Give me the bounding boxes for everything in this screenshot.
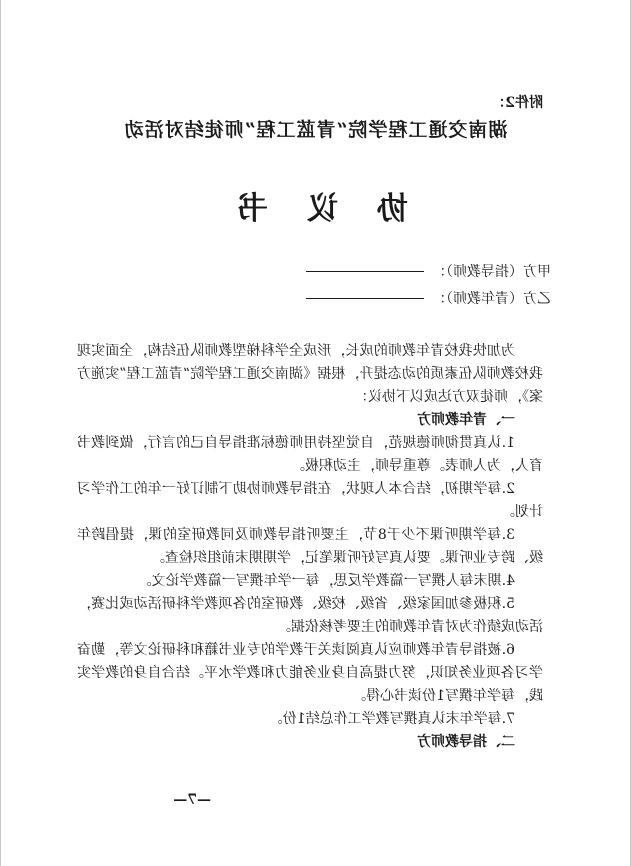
clause-paragraph: 6.被指导青年教师应认真阅读关于教学的专业书籍和科研论文等，勤奋学习各项业务知识，努力提高自身业务能力和教学水平。结合自身的教学实践，每学年撰写1份读书心得。 — [77, 642, 543, 704]
party-b-line — [306, 288, 551, 308]
clause-paragraph: 2.每学期初，结合本人现状，在指导教师协助下制订好一年的工作学习计划。 — [77, 481, 543, 520]
clause-paragraph: 7.每学年末认真撰写教学工作总结1份。 — [268, 711, 515, 727]
section-heading-young-teacher: 一、青年教师方 — [417, 412, 515, 428]
agreement-heading: 协 议 书 — [223, 191, 408, 227]
party-a-label: 甲方（指导教师）： — [432, 264, 551, 280]
document-title: 湖南交通工程学院“青蓝工程”师徒结对活动 — [123, 119, 508, 141]
intro-paragraph: 为加快我校青年教师的成长，形成全学科梯型教师队伍结构，全面实现我校教师队伍素质的动态提升，根据《湖南交通工程学院“青蓝工程”实施方案》，师徒双方达成以下协议： — [76, 343, 543, 405]
party-b-label: 乙方（青年教师）： — [432, 291, 551, 307]
clause-paragraph: 4.期末每人撰写一篇教学反思，每一学年撰写一篇教学论文。 — [137, 573, 515, 589]
agreement-body — [77, 340, 543, 754]
section-heading-mentor: 二、指导教师方 — [417, 734, 515, 750]
clause-paragraph: 3.每学期听课不少于8节，主要听指导教师及同教研室的课，提倡跨年级、跨专业听课。要认真写好听课笔记，学期期末前组织检查。 — [77, 527, 543, 566]
clause-paragraph: 1.认真贯彻师德规范，自觉坚持用师德标准指导自己的言行，做到教书育人，为人师表。尊重导师，主动积极。 — [77, 435, 543, 474]
page-number: —7— — [173, 792, 211, 808]
party-a-blank — [306, 271, 424, 272]
attachment-label: 附件2： — [491, 95, 543, 111]
clause-paragraph: 5.积极参加国家级、省级、校级、教研室的各项教学科研活动或比赛，活动成绩作为对青年教师的主要考核依据。 — [77, 596, 543, 635]
party-a-line — [306, 261, 551, 281]
party-b-blank — [306, 298, 424, 299]
